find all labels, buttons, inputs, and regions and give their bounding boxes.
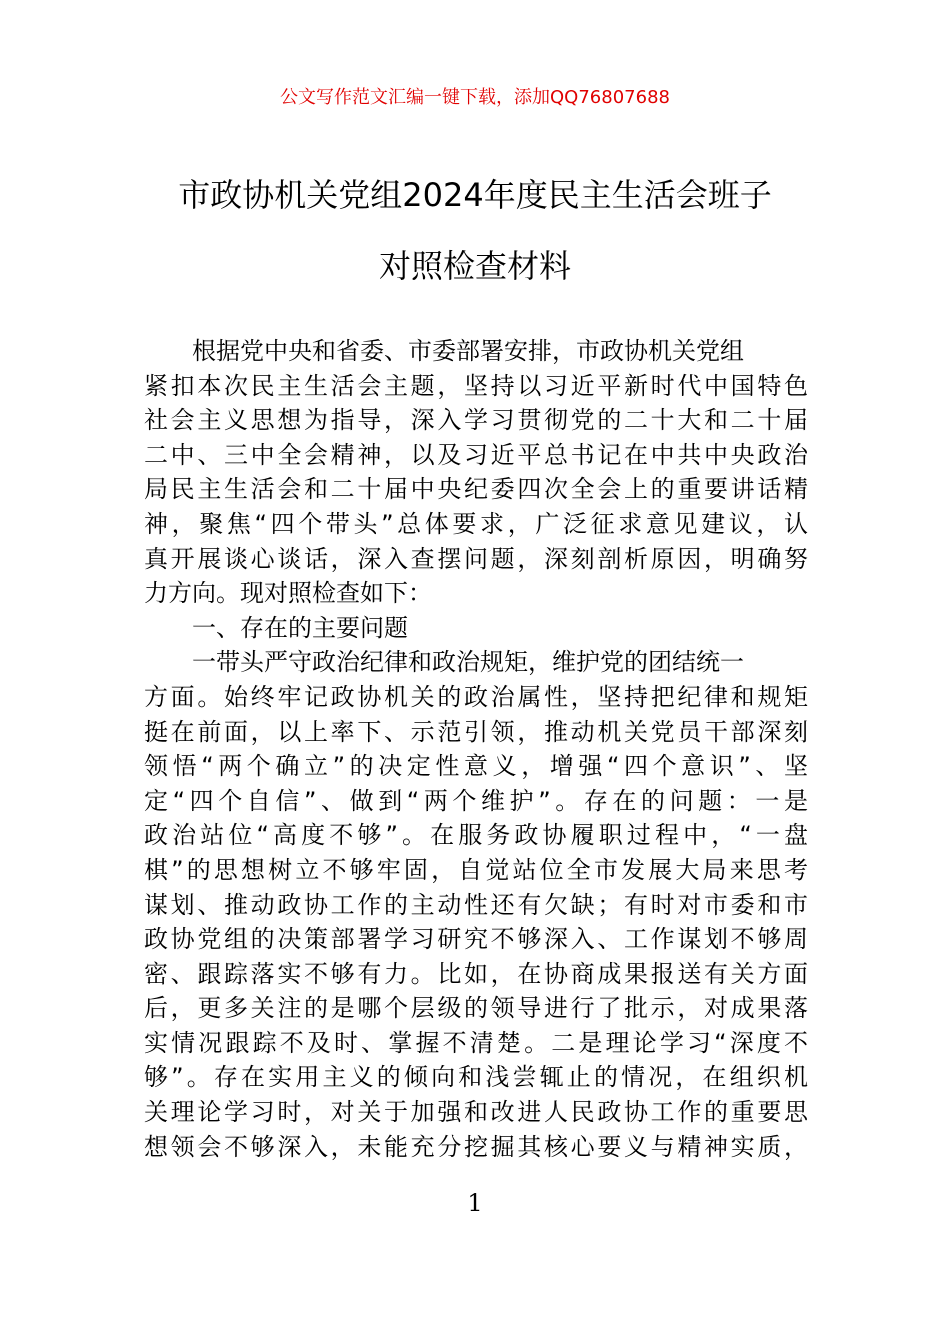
body-line: 方面。始终牢记政协机关的政治属性，坚持把纪律和规矩 [144,682,808,711]
document-body [144,334,808,1164]
document-title-line-1: 市政协机关党组2024年度民主生活会班子 [178,176,772,214]
body-line: 政治站位“高度不够”。在服务政协履职过程中，“一盘 [144,821,808,850]
body-line: 神，聚焦“四个带头”总体要求，广泛征求意见建议，认 [144,509,808,538]
section-heading: 一、存在的主要问题 [144,613,408,642]
body-line: 政协党组的决策部署学习研究不够深入、工作谋划不够周 [144,925,808,954]
body-line: 社会主义思想为指导，深入学习贯彻党的二十大和二十届 [144,406,808,435]
body-line: 局民主生活会和二十届中央纪委四次全会上的重要讲话精 [144,475,808,504]
body-line: 领悟“两个确立”的决定性意义，增强“四个意识”、坚 [144,752,808,781]
body-line: 力方向。现对照检查如下： [144,579,432,608]
body-line: 挺在前面，以上率下、示范引领，推动机关党员干部深刻 [144,717,808,746]
body-line: 真开展谈心谈话，深入查摆问题，深刻剖析原因，明确努 [144,544,808,573]
body-line: 密、跟踪落实不够有力。比如，在协商成果报送有关方面 [144,959,808,988]
body-line: 实情况跟踪不及时、掌握不清楚。二是理论学习“深度不 [144,1028,808,1057]
body-line: 谋划、推动政协工作的主动性还有欠缺；有时对市委和市 [144,890,808,919]
body-line: 一带头严守政治纪律和政治规矩，维护党的团结统一 [144,648,744,677]
body-line: 够”。存在实用主义的倾向和浅尝辄止的情况，在组织机 [144,1063,808,1092]
download-notice: 公文写作范文汇编一键下载，添加QQ76807688 [280,87,670,108]
body-line: 关理论学习时，对关于加强和改进人民政协工作的重要思 [144,1098,808,1127]
body-line: 根据党中央和省委、市委部署安排，市政协机关党组 [144,337,744,365]
body-line: 紧扣本次民主生活会主题，坚持以习近平新时代中国特色 [144,371,808,400]
body-line: 棋”的思想树立不够牢固，自觉站位全市发展大局来思考 [144,855,808,884]
body-line: 定“四个自信”、做到“两个维护”。存在的问题：一是 [144,786,808,815]
body-line: 后，更多关注的是哪个层级的领导进行了批示，对成果落 [144,994,808,1023]
page-number: 1 [467,1189,483,1217]
body-line: 想领会不够深入，未能充分挖掘其核心要义与精神实质， [144,1132,808,1161]
document-title-line-2: 对照检查材料 [378,247,571,285]
body-line: 二中、三中全会精神，以及习近平总书记在中共中央政治 [144,440,808,469]
